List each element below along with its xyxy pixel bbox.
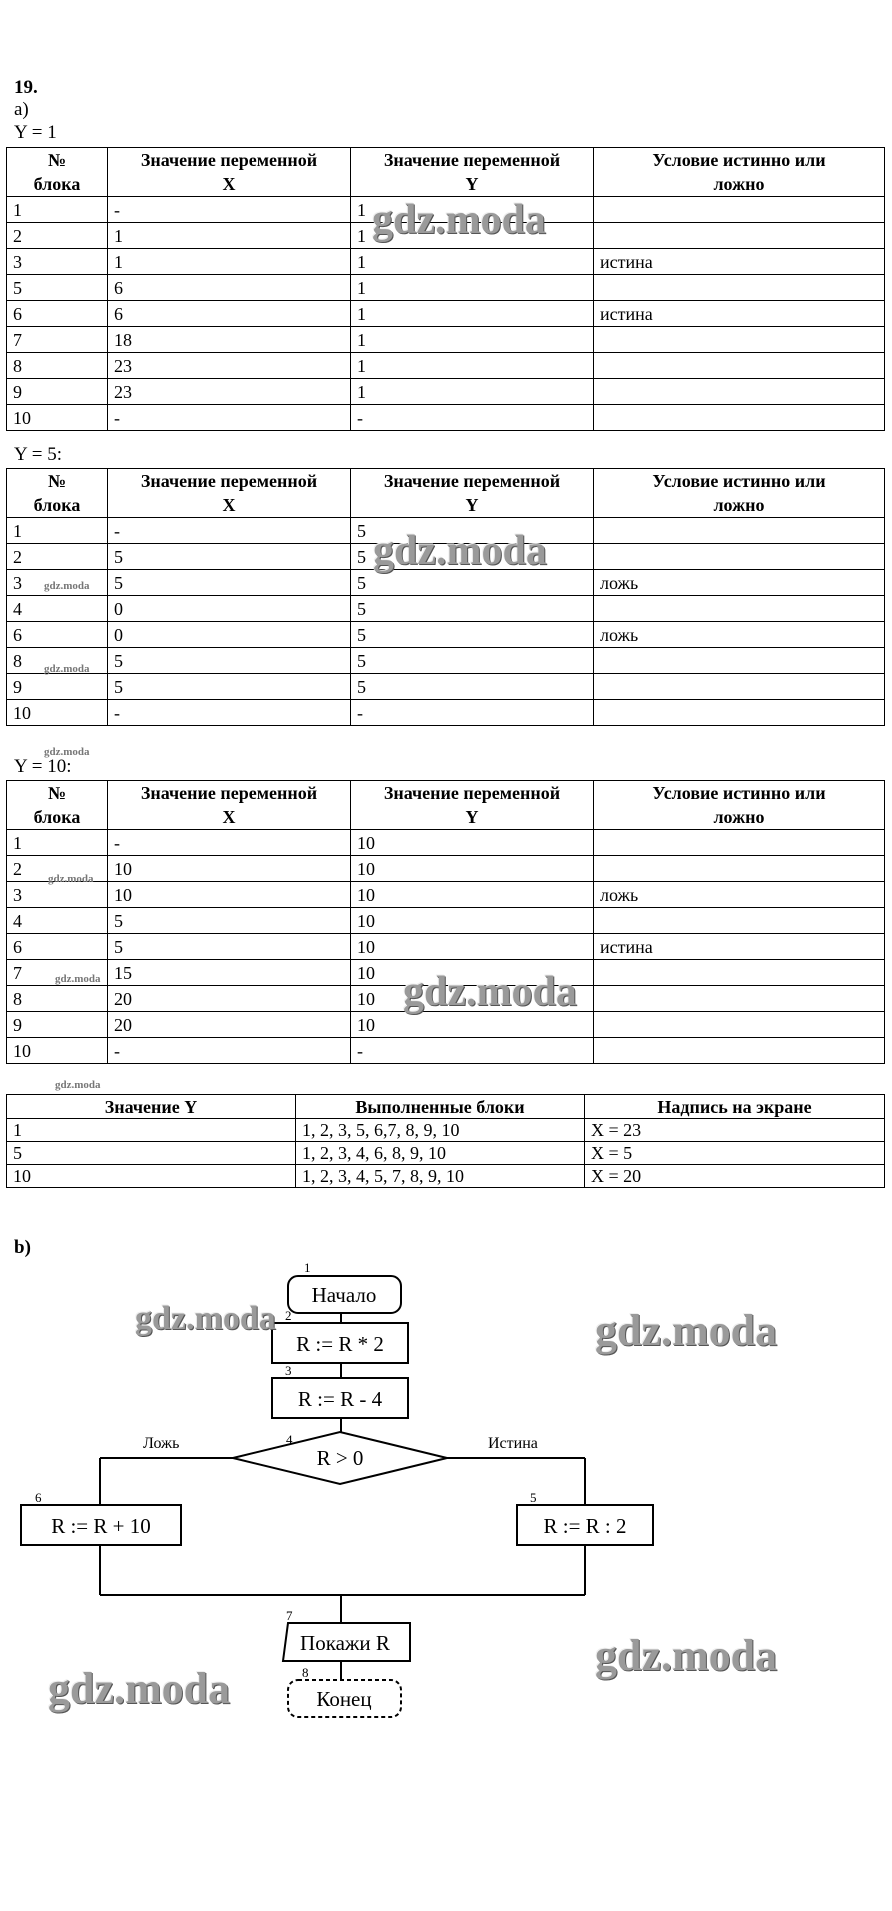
table-cell: 5 <box>351 674 594 700</box>
table-row <box>7 1165 885 1188</box>
table-row <box>7 1038 885 1064</box>
table-row <box>7 882 885 908</box>
block-number: 1 <box>304 1260 311 1275</box>
table-cell: - <box>351 405 594 431</box>
table-row <box>7 934 885 960</box>
table-y5 <box>6 468 885 726</box>
table1-label: Y = 1 <box>14 122 57 143</box>
table-cell: 3 <box>7 570 108 596</box>
table-cell: 23 <box>108 379 351 405</box>
table3-label: Y = 10: <box>14 756 72 777</box>
table-cell: 5 <box>351 570 594 596</box>
table-cell: 10 <box>7 1165 296 1188</box>
table-y1 <box>6 147 885 431</box>
watermark-small: gdz.moda <box>55 1079 101 1091</box>
table-cell: 5 <box>351 518 594 544</box>
table-cell: 5 <box>108 648 351 674</box>
table-cell: 15 <box>108 960 351 986</box>
header-blocks: Выполненные блоки <box>296 1095 585 1119</box>
watermark: gdz.moda <box>372 197 546 243</box>
header-x: Значение переменной X <box>108 148 351 197</box>
table-row <box>7 405 885 431</box>
table-y10 <box>6 780 885 1064</box>
table-row <box>7 301 885 327</box>
header-x: Значение переменной X <box>108 781 351 830</box>
table-cell: 10 <box>351 830 594 856</box>
table-header-row <box>7 1095 885 1119</box>
table-cell: 1 <box>351 301 594 327</box>
block-number: 5 <box>530 1490 537 1505</box>
add-text: R := R + 10 <box>51 1514 151 1538</box>
table-cell: 23 <box>108 353 351 379</box>
table-cell: истина <box>594 249 885 275</box>
table-cell: 10 <box>7 700 108 726</box>
table-cell: 2 <box>7 223 108 249</box>
table-cell: 1 <box>351 249 594 275</box>
table-cell: 1 <box>108 249 351 275</box>
output-text: Покажи R <box>300 1631 390 1655</box>
table-cell: 8 <box>7 353 108 379</box>
table-cell: 7 <box>7 327 108 353</box>
table-header-row <box>7 469 885 518</box>
header-y-value: Значение Y <box>7 1095 296 1119</box>
table-cell: - <box>108 197 351 223</box>
table-cell <box>594 986 885 1012</box>
table-cell: 6 <box>108 275 351 301</box>
table-header-row <box>7 148 885 197</box>
table-cell: - <box>108 700 351 726</box>
table-cell <box>594 1012 885 1038</box>
watermark: gdz.moda <box>595 1306 778 1355</box>
watermark-small: gdz.moda <box>48 873 94 885</box>
table-cell <box>594 518 885 544</box>
table-cell <box>594 856 885 882</box>
table-cell: 1, 2, 3, 5, 6,7, 8, 9, 10 <box>296 1119 585 1142</box>
block-number: 6 <box>35 1490 42 1505</box>
table-cell: 5 <box>7 1142 296 1165</box>
table-cell: 10 <box>351 908 594 934</box>
table-cell <box>594 596 885 622</box>
table-cell: 7 <box>7 960 108 986</box>
header-x: Значение переменной X <box>108 469 351 518</box>
multiply-text: R := R * 2 <box>296 1332 384 1356</box>
watermark-small: gdz.moda <box>55 973 101 985</box>
table-row <box>7 856 885 882</box>
table-cell: 10 <box>351 934 594 960</box>
table-cell <box>594 353 885 379</box>
table-cell: 5 <box>351 544 594 570</box>
flow-block-decision <box>233 1432 447 1484</box>
table-cell <box>594 1038 885 1064</box>
table-cell: 1 <box>351 197 594 223</box>
table-cell: 2 <box>7 856 108 882</box>
table-cell: 1 <box>7 830 108 856</box>
block-number: 4 <box>286 1432 293 1447</box>
table-cell: - <box>351 1038 594 1064</box>
true-branch-label: Истина <box>488 1435 538 1452</box>
table-cell: - <box>108 830 351 856</box>
table-cell: 3 <box>7 882 108 908</box>
table-cell: 1 <box>351 223 594 249</box>
table-cell: 10 <box>351 882 594 908</box>
table-row <box>7 596 885 622</box>
table-cell: 10 <box>351 1012 594 1038</box>
table-cell <box>594 379 885 405</box>
table-cell: 5 <box>7 275 108 301</box>
table-cell <box>594 960 885 986</box>
table-row <box>7 622 885 648</box>
table-cell: 20 <box>108 1012 351 1038</box>
table-cell: 1, 2, 3, 4, 6, 8, 9, 10 <box>296 1142 585 1165</box>
header-condition: Условие истинно или ложно <box>594 781 885 830</box>
watermark-small: gdz.moda <box>44 746 90 758</box>
header-output: Надпись на экране <box>585 1095 885 1119</box>
table-row <box>7 1119 885 1142</box>
table-row <box>7 353 885 379</box>
end-text: Конец <box>316 1687 372 1711</box>
header-y: Значение переменной Y <box>351 781 594 830</box>
table-cell: - <box>108 1038 351 1064</box>
table-cell: 10 <box>108 856 351 882</box>
table-cell: 1 <box>351 327 594 353</box>
table-row <box>7 379 885 405</box>
table-cell: - <box>108 405 351 431</box>
table-cell: X = 23 <box>585 1119 885 1142</box>
table-cell: истина <box>594 301 885 327</box>
flow-block-end <box>288 1665 401 1717</box>
exercise-number: 19. <box>14 77 38 98</box>
watermark: gdz.moda <box>135 1300 276 1337</box>
table-cell: 1 <box>108 223 351 249</box>
table-cell: ложь <box>594 882 885 908</box>
table-row <box>7 1142 885 1165</box>
divide-text: R := R : 2 <box>543 1514 627 1538</box>
table-cell: 10 <box>7 1038 108 1064</box>
table-cell: 9 <box>7 379 108 405</box>
header-block-num: № блока <box>7 148 108 197</box>
table-cell: 10 <box>351 986 594 1012</box>
table-cell <box>594 275 885 301</box>
table-cell: 2 <box>7 544 108 570</box>
table-cell <box>594 223 885 249</box>
table-cell <box>594 648 885 674</box>
table-cell: - <box>351 700 594 726</box>
table-cell: 5 <box>108 544 351 570</box>
table-cell: 10 <box>351 960 594 986</box>
watermark: gdz.moda <box>403 969 577 1015</box>
table-row <box>7 648 885 674</box>
start-text: Начало <box>311 1283 377 1307</box>
table-row <box>7 674 885 700</box>
watermark: gdz.moda <box>48 1664 231 1713</box>
header-y: Значение переменной Y <box>351 148 594 197</box>
table-cell <box>594 405 885 431</box>
table-cell: 5 <box>108 674 351 700</box>
table-cell: 3 <box>7 249 108 275</box>
table-cell: 5 <box>108 570 351 596</box>
table-cell: 0 <box>108 596 351 622</box>
table-cell <box>594 544 885 570</box>
table-cell <box>594 830 885 856</box>
table-cell: 18 <box>108 327 351 353</box>
table-cell: 1 <box>7 197 108 223</box>
table2-label: Y = 5: <box>14 444 63 465</box>
table-cell: 1, 2, 3, 4, 5, 7, 8, 9, 10 <box>296 1165 585 1188</box>
table-row <box>7 908 885 934</box>
table-cell: 20 <box>108 986 351 1012</box>
table-cell: X = 20 <box>585 1165 885 1188</box>
header-condition: Условие истинно или ложно <box>594 148 885 197</box>
table-cell: 1 <box>7 1119 296 1142</box>
table-cell: 0 <box>108 622 351 648</box>
table-cell: 9 <box>7 1012 108 1038</box>
subtract-text: R := R - 4 <box>297 1387 383 1411</box>
table-header-row <box>7 781 885 830</box>
table-cell: 8 <box>7 648 108 674</box>
false-branch-label: Ложь <box>143 1435 180 1452</box>
flow-block-output <box>283 1608 410 1661</box>
table-cell: 5 <box>108 934 351 960</box>
block-number: 3 <box>285 1363 292 1378</box>
table-row <box>7 275 885 301</box>
decision-text: R > 0 <box>316 1446 364 1470</box>
table-cell: 6 <box>108 301 351 327</box>
table-cell <box>594 674 885 700</box>
table-cell <box>594 700 885 726</box>
part-a-label: а) <box>14 99 29 120</box>
table-cell: 5 <box>351 622 594 648</box>
header-condition: Условие истинно или ложно <box>594 469 885 518</box>
table-cell: X = 5 <box>585 1142 885 1165</box>
part-b-label: b) <box>14 1237 31 1258</box>
table-cell <box>594 197 885 223</box>
table-cell: - <box>108 518 351 544</box>
table-cell: 10 <box>7 405 108 431</box>
table-cell: истина <box>594 934 885 960</box>
table-cell: ложь <box>594 622 885 648</box>
table-cell: 1 <box>351 379 594 405</box>
table-cell: 4 <box>7 596 108 622</box>
table-cell: 6 <box>7 622 108 648</box>
table-cell: 9 <box>7 674 108 700</box>
table-cell: 1 <box>351 353 594 379</box>
table-cell: ложь <box>594 570 885 596</box>
table-cell: 6 <box>7 934 108 960</box>
header-block-num: № блока <box>7 781 108 830</box>
table-cell: 1 <box>351 275 594 301</box>
watermark-small: gdz.moda <box>44 580 90 592</box>
table-row <box>7 700 885 726</box>
table-cell: 5 <box>351 648 594 674</box>
table-row <box>7 830 885 856</box>
block-number: 7 <box>286 1608 293 1623</box>
table-cell: 10 <box>108 882 351 908</box>
header-y: Значение переменной Y <box>351 469 594 518</box>
table-cell: 1 <box>7 518 108 544</box>
table-cell: 6 <box>7 301 108 327</box>
block-number: 2 <box>285 1308 292 1323</box>
table-cell <box>594 327 885 353</box>
table-row <box>7 249 885 275</box>
header-block-num: № блока <box>7 469 108 518</box>
watermark: gdz.moda <box>373 528 547 574</box>
summary-table <box>6 1094 885 1188</box>
table-cell: 10 <box>351 856 594 882</box>
table-cell <box>594 908 885 934</box>
watermark: gdz.moda <box>595 1631 778 1680</box>
table-row <box>7 327 885 353</box>
watermark-small: gdz.moda <box>44 663 90 675</box>
table-cell: 5 <box>108 908 351 934</box>
table-cell: 8 <box>7 986 108 1012</box>
block-number: 8 <box>302 1665 309 1680</box>
flow-block-start <box>288 1260 401 1313</box>
table-cell: 4 <box>7 908 108 934</box>
table-cell: 5 <box>351 596 594 622</box>
